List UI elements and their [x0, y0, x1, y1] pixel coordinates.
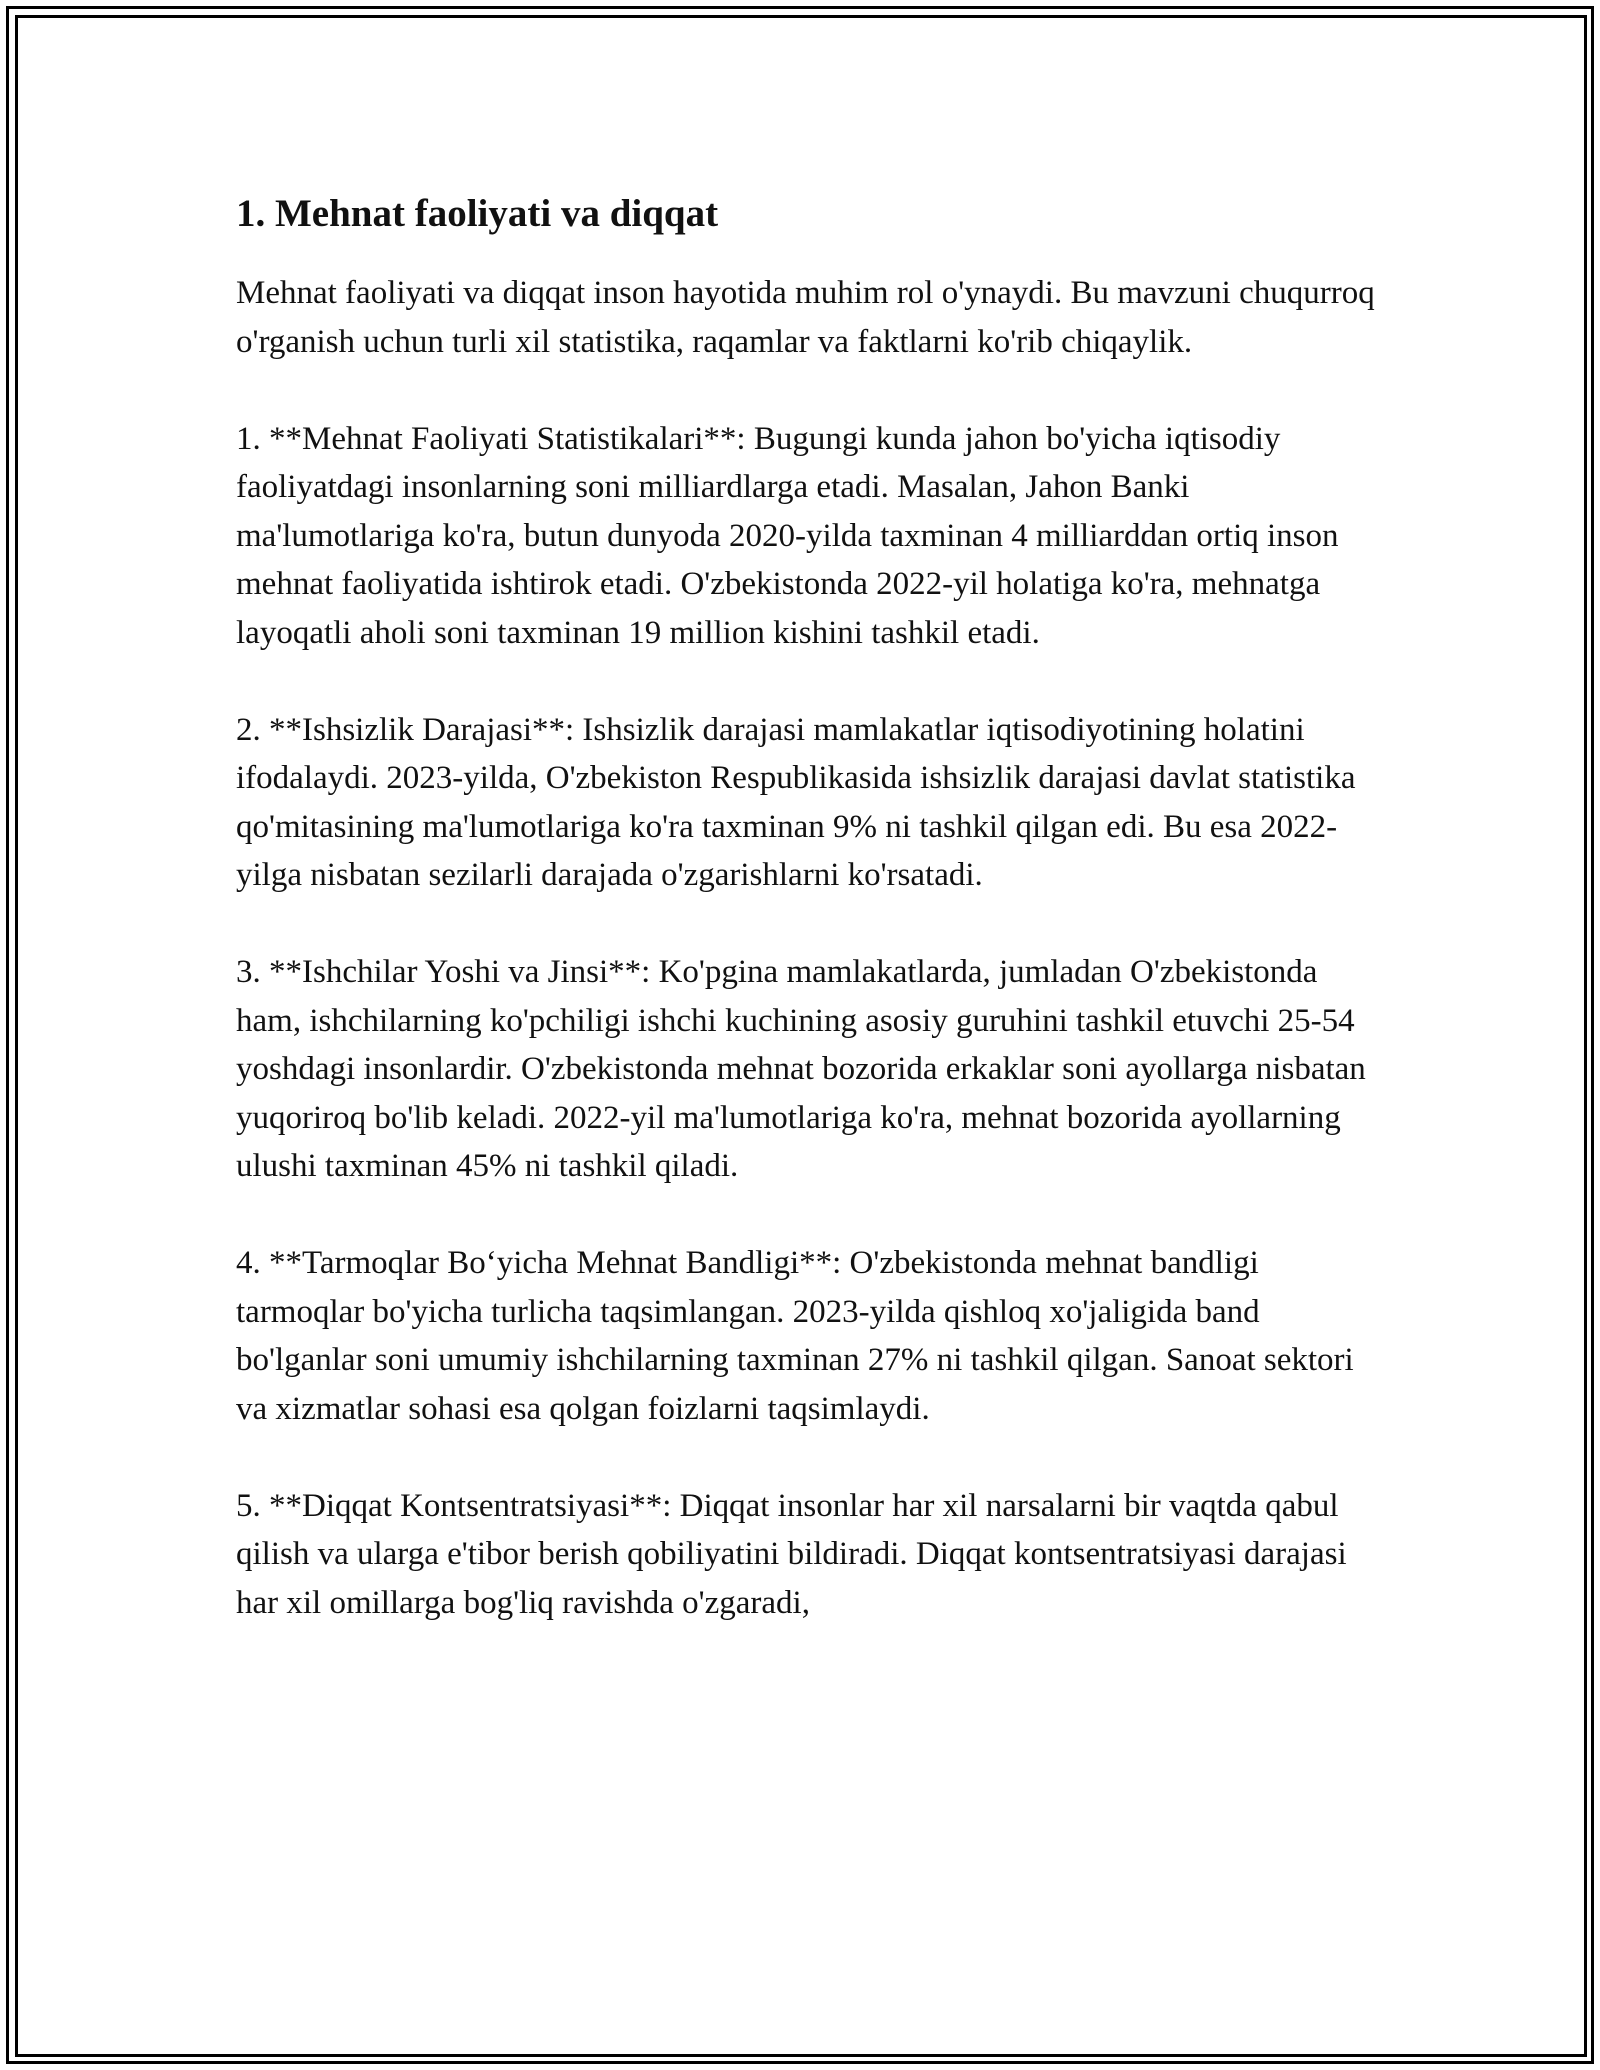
section-heading: 1. Mehnat faoliyati va diqqat	[236, 192, 719, 235]
paragraph-employment-by-sector: 4. **Tarmoqlar Bo‘yicha Mehnat Bandligi**: O'zbekistonda mehnat bandligi tarmoqlar bo'yicha turlicha taqsimlangan. 2023-yilda qishloq xo'jaligida band bo'lganlar soni umumiy ishchilarning taxminan 27% ni tashkil qilgan. Sanoat sektori va xizmatlar sohasi esa qolgan foizlarni taqsimlaydi.	[236, 1245, 1354, 1427]
intro-paragraph: Mehnat faoliyati va diqqat inson hayotida muhim rol o'ynaydi. Bu mavzuni chuqurroq o'rganish uchun turli xil statistika, raqamlar va faktlarni ko'rib chiqaylik.	[236, 275, 1375, 360]
paragraph-labor-statistics: 1. **Mehnat Faoliyati Statistikalari**: Bugungi kunda jahon bo'yicha iqtisodiy faoliyatdagi insonlarning soni milliardlarga etadi. Masalan, Jahon Banki ma'lumotlariga ko'ra, butun dunyoda 2020-yilda taxminan 4 milliarddan ortiq inson mehnat faoliyatida ishtirok etadi. O'zbekistonda 2022-yil holatiga ko'ra, mehnatga layoqatli aholi soni taxminan 19 million kishini tashkil etadi.	[236, 420, 1339, 651]
paragraph-workers-age-gender: 3. **Ishchilar Yoshi va Jinsi**: Ko'pgina mamlakatlarda, jumladan O'zbekistonda ham, ishchilarning ko'pchiligi ishchi kuchining asosiy guruhini tashkil etuvchi 25-54 yoshdagi insonlardir. O'zbekistonda mehnat bozorida erkaklar soni ayollarga nisbatan yuqoriroq bo'lib keladi. 2022-yil ma'lumotlariga ko'ra, mehnat bozorida ayollarning ulushi taxminan 45% ni tashkil qiladi.	[236, 954, 1366, 1184]
document-body	[236, 185, 1376, 1676]
paragraph-unemployment-rate: 2. **Ishsizlik Darajasi**: Ishsizlik darajasi mamlakatlar iqtisodiyotining holatini ifodalaydi. 2023-yilda, O'zbekiston Respublikasida ishsizlik darajasi davlat statistika qo'mitasining ma'lumotlariga ko'ra taxminan 9% ni tashkil qilgan edi. Bu esa 2022-yilga nisbatan sezilarli darajada o'zgarishlarni ko'rsatadi.	[236, 711, 1356, 893]
paragraph-attention-concentration: 5. **Diqqat Kontsentratsiyasi**: Diqqat insonlar har xil narsalarni bir vaqtda qabul qilish va ularga e'tibor berish qobiliyatini bildiradi. Diqqat kontsentratsiyasi darajasi har xil omillarga bog'liq ravishda o'zgaradi,	[236, 1487, 1347, 1621]
